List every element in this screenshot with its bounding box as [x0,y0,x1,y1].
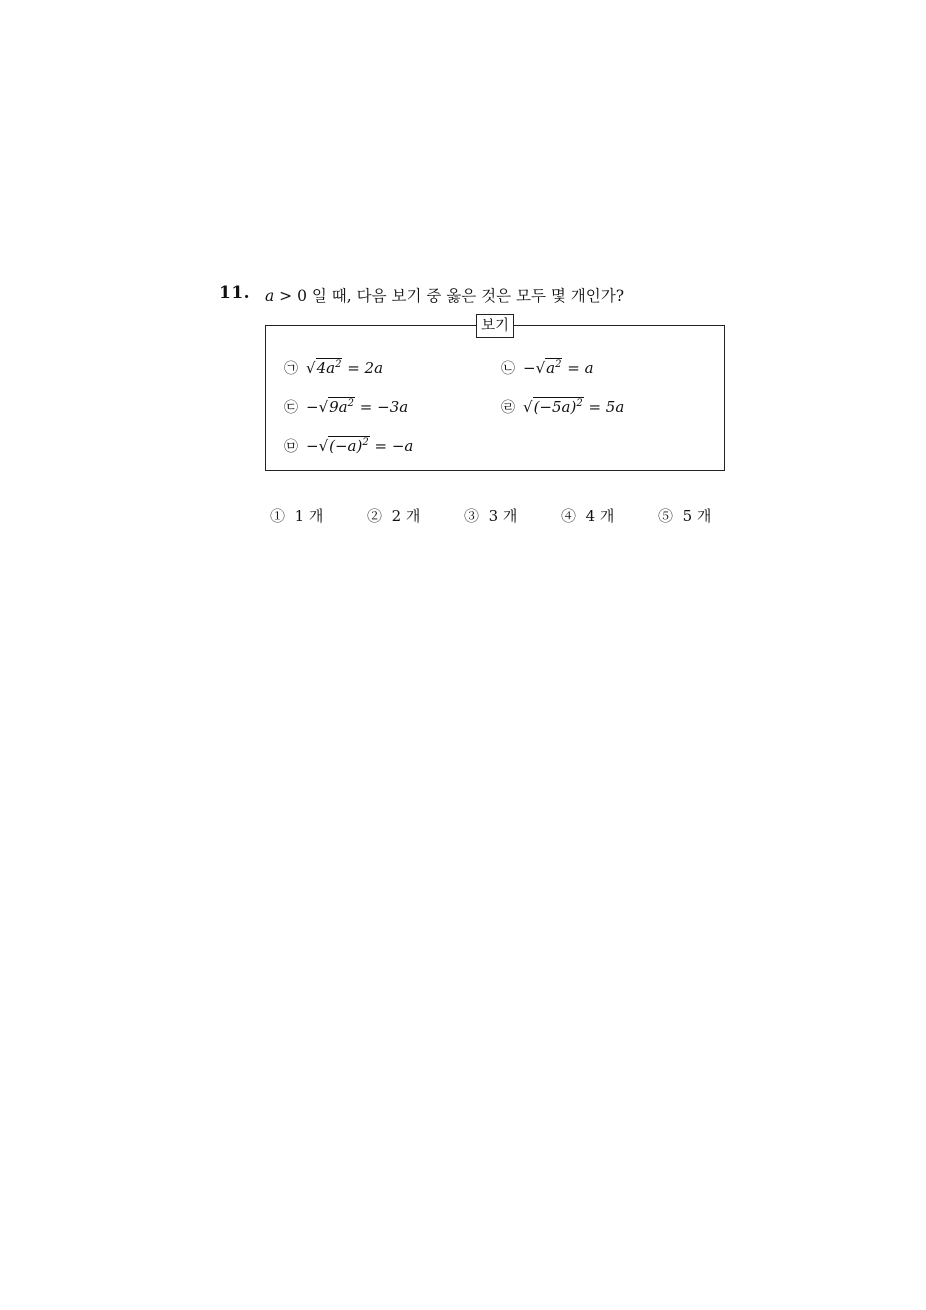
radicand-exponent: 2 [555,359,562,370]
item-sign: − [523,359,536,377]
item-marker: ㉣ [501,400,515,416]
answer-choice-5[interactable] [658,505,711,526]
sqrt-symbol: √ [535,359,546,377]
item-marker: ㉤ [284,439,298,455]
item-radicand [316,358,343,377]
sqrt-symbol: √ [318,437,329,455]
answer-choice-1[interactable] [270,505,323,526]
example-box-label: 보기 [476,314,514,338]
item-radicand [545,358,562,377]
item-radicand [328,436,370,455]
radicand-exponent: 2 [335,359,342,370]
item-marker: ㉢ [284,400,298,416]
choice-marker: ⑤ [658,507,674,525]
example-item-4 [501,397,624,418]
item-rhs: = a [562,359,594,377]
choice-label: 1 개 [294,507,324,525]
choice-label: 2 개 [391,507,421,525]
radicand-base: (−a) [329,437,363,455]
answer-choice-3[interactable] [464,505,517,526]
radicand-base: 9a [329,398,348,416]
choice-marker: ② [367,507,383,525]
choice-label: 5 개 [682,507,712,525]
radicand-exponent: 2 [362,437,369,448]
answer-choice-4[interactable] [561,505,614,526]
item-radicand [328,397,355,416]
condition-variable: a [265,287,275,305]
item-rhs: = 2a [342,359,384,377]
radicand-exponent: 2 [347,398,355,409]
sqrt-symbol: √ [523,398,533,416]
example-item-5 [284,436,413,457]
item-sign: − [306,437,319,455]
radicand-base: (−5a) [533,398,577,416]
radicand-base: a [546,359,556,377]
item-rhs: = 5a [583,398,625,416]
choice-label: 3 개 [488,507,518,525]
question-body: 일 때, 다음 보기 중 옳은 것은 모두 몇 개인가? [306,287,625,305]
choice-marker: ① [270,507,286,525]
choice-label: 4 개 [585,507,615,525]
item-marker: ㉡ [501,361,515,377]
item-rhs: = −3a [355,398,409,416]
question-number: 11. [219,283,251,303]
example-item-3 [284,397,408,418]
answer-choice-2[interactable] [367,505,420,526]
item-marker: ㉠ [284,361,298,377]
item-sign: − [306,398,319,416]
radicand-exponent: 2 [576,398,583,409]
radicand-base: 4a [316,359,336,377]
item-radicand [533,397,584,416]
example-item-2 [501,358,594,379]
example-item-1 [284,358,383,379]
sqrt-symbol: √ [318,398,329,416]
condition-inequality: > 0 [274,287,307,305]
sqrt-symbol: √ [306,359,316,377]
question-text [265,284,624,306]
choice-marker: ③ [464,507,480,525]
choice-marker: ④ [561,507,577,525]
item-rhs: = −a [369,437,414,455]
